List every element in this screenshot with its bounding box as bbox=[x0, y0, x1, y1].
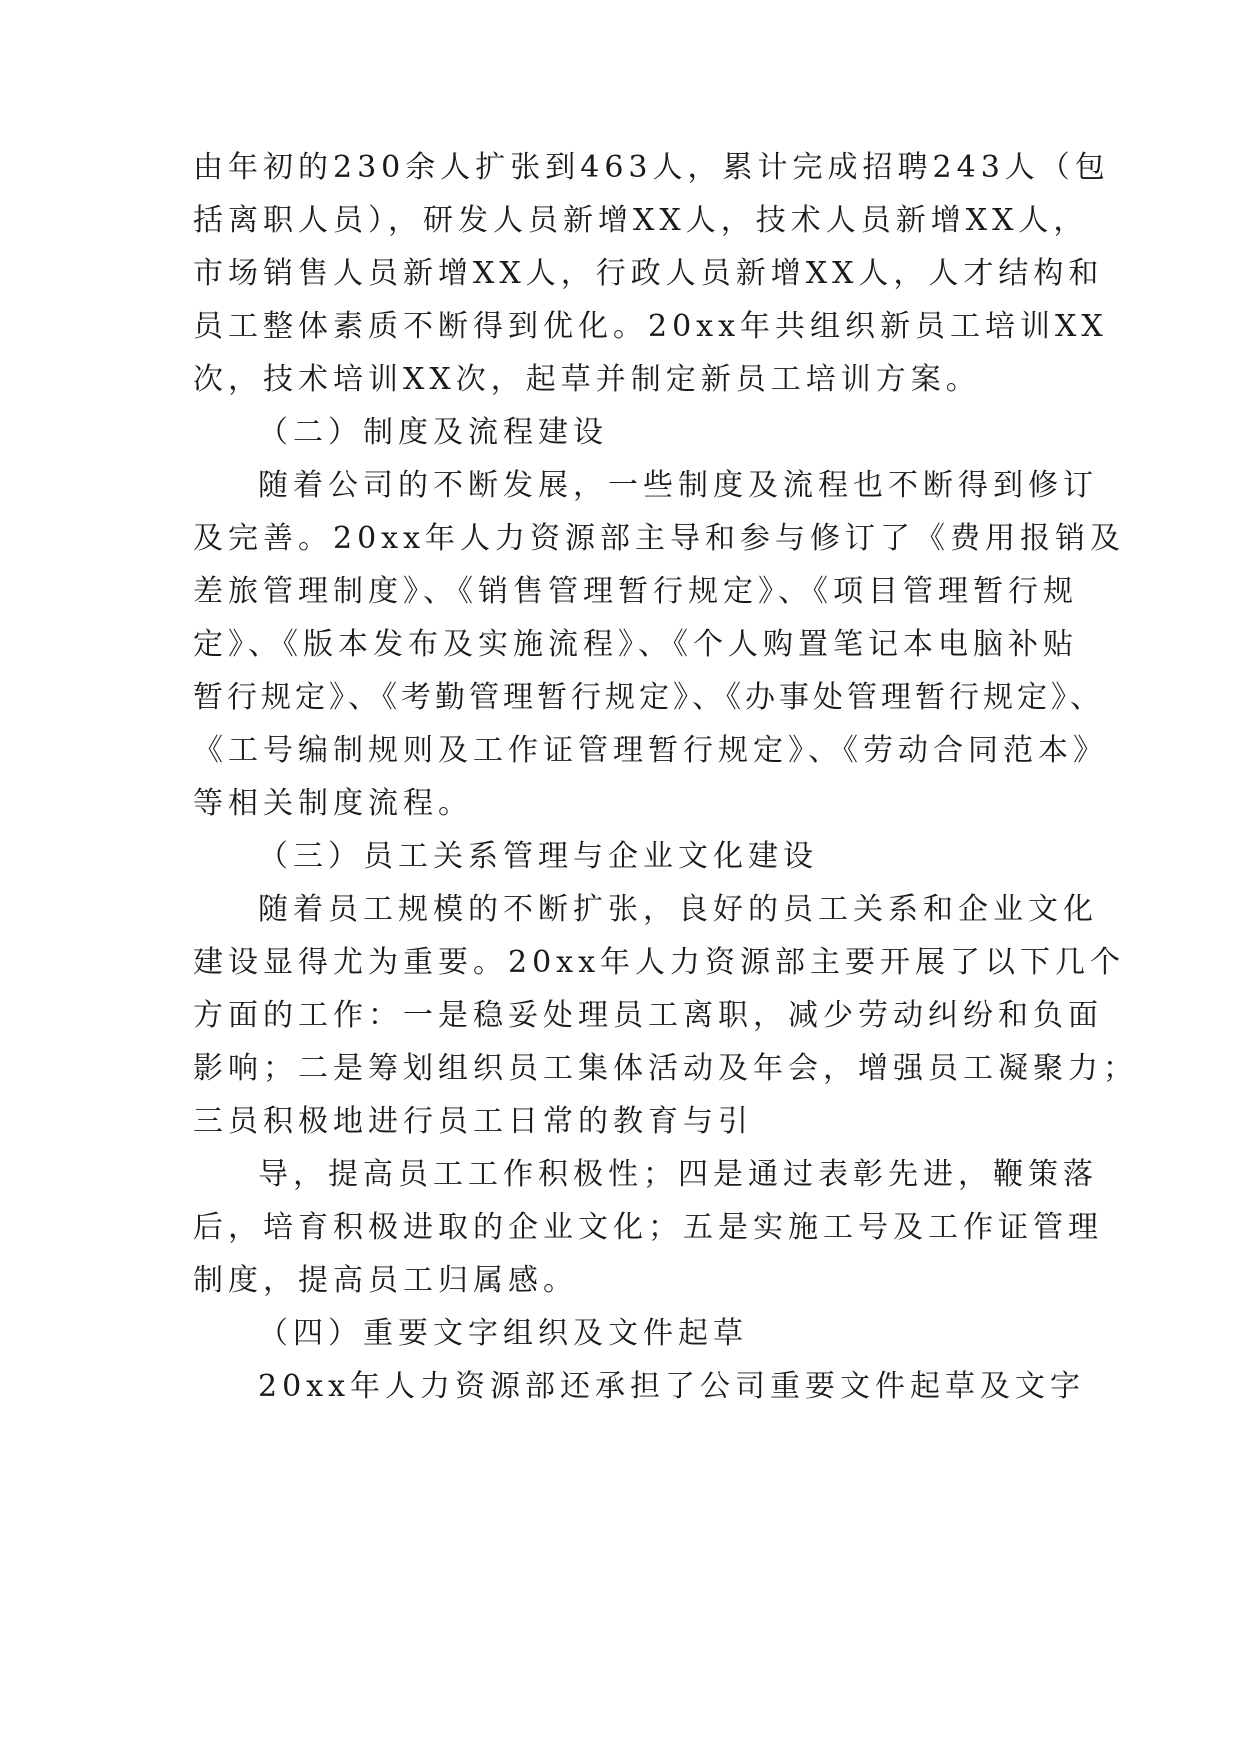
paragraph-first-line: 导，提高员工工作积极性；四是通过表彰先进，鞭策落 bbox=[258, 1157, 1098, 1192]
body-text-line: 建设显得尤为重要。20xx年人力资源部主要开展了以下几个 bbox=[193, 945, 1126, 980]
body-text-line: 等相关制度流程。 bbox=[193, 786, 473, 821]
body-text-line: 及完善。20xx年人力资源部主导和参与修订了《费用报销及 bbox=[193, 521, 1126, 556]
body-text-line: 后，培育积极进取的企业文化；五是实施工号及工作证管理 bbox=[193, 1210, 1103, 1245]
body-text-line: 括离职人员），研发人员新增XX人，技术人员新增XX人， bbox=[193, 203, 1089, 238]
paragraph-first-line: 随着员工规模的不断扩张，良好的员工关系和企业文化 bbox=[258, 892, 1098, 927]
paragraph-first-line: 随着公司的不断发展，一些制度及流程也不断得到修订 bbox=[258, 468, 1098, 503]
paragraph-first-line: 20xx年人力资源部还承担了公司重要文件起草及文字 bbox=[258, 1369, 1086, 1404]
body-text-line: 制度，提高员工归属感。 bbox=[193, 1263, 578, 1298]
section-heading: （四）重要文字组织及文件起草 bbox=[258, 1316, 748, 1351]
body-text-line: 次，技术培训XX次，起草并制定新员工培训方案。 bbox=[193, 362, 981, 397]
section-heading: （三）员工关系管理与企业文化建设 bbox=[258, 839, 818, 874]
body-text-line: 方面的工作：一是稳妥处理员工离职，减少劳动纠纷和负面 bbox=[193, 998, 1103, 1033]
body-text-line: 暂行规定》、《考勤管理暂行规定》、《办事处管理暂行规定》、 bbox=[193, 680, 1104, 715]
body-text-line: 由年初的230余人扩张到463人，累计完成招聘243人（包 bbox=[193, 150, 1110, 185]
body-text-line: 定》、《版本发布及实施流程》、《个人购置笔记本电脑补贴 bbox=[193, 627, 1078, 662]
body-text-line: 影响；二是筹划组织员工集体活动及年会，增强员工凝聚力； bbox=[193, 1051, 1138, 1086]
section-heading: （二）制度及流程建设 bbox=[258, 415, 608, 450]
body-text-line: 市场销售人员新增XX人，行政人员新增XX人，人才结构和 bbox=[193, 256, 1104, 291]
body-text-line: 三员积极地进行员工日常的教育与引 bbox=[193, 1104, 753, 1139]
body-text-line: 《工号编制规则及工作证管理暂行规定》、《劳动合同范本》 bbox=[193, 733, 1108, 768]
body-text-line: 员工整体素质不断得到优化。20xx年共组织新员工培训XX bbox=[193, 309, 1108, 344]
body-text-line: 差旅管理制度》、《销售管理暂行规定》、《项目管理暂行规 bbox=[193, 574, 1078, 609]
